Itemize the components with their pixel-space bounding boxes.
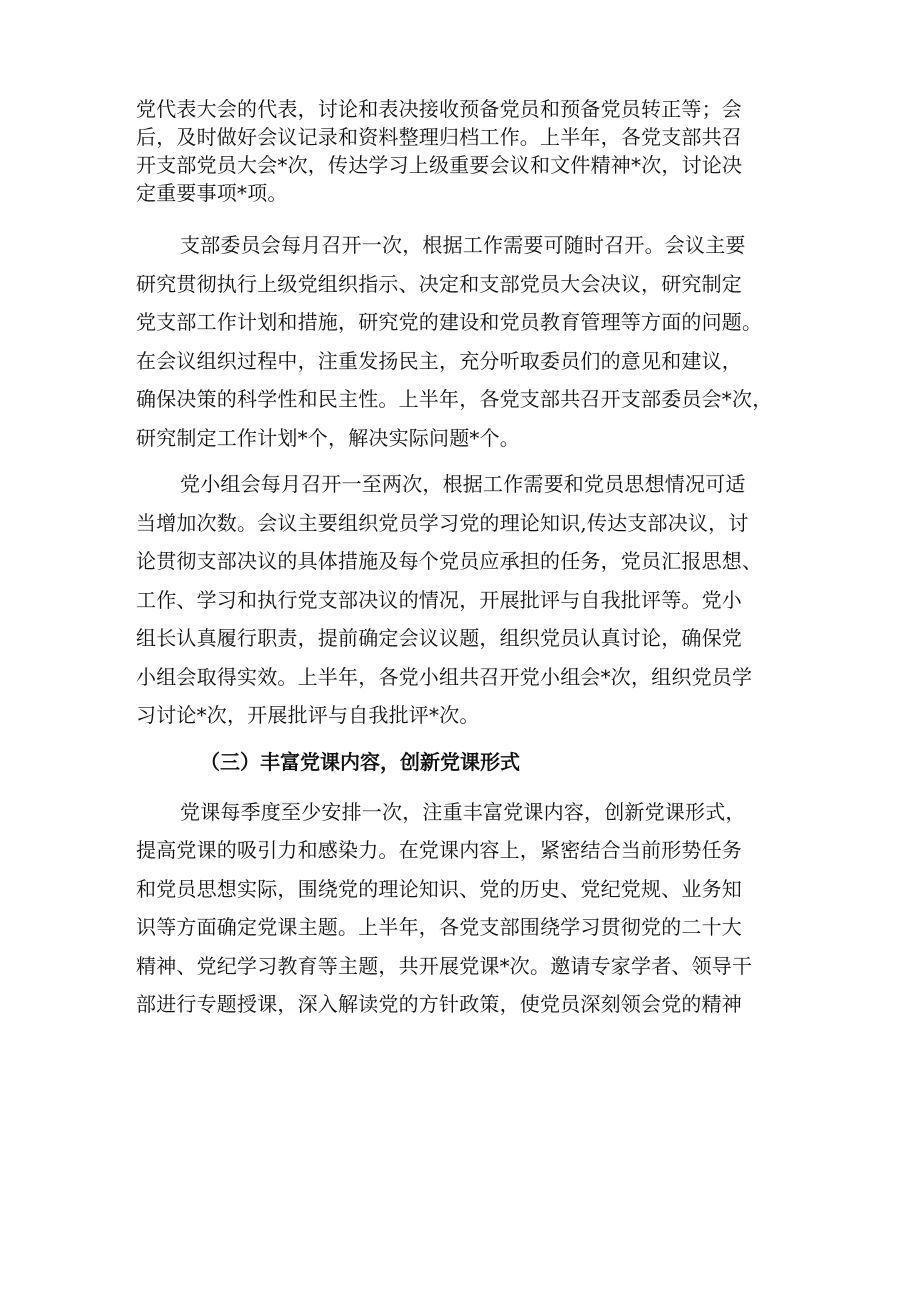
paragraph-3 [136,465,796,735]
paragraph-1 [136,95,796,207]
text-line: 部进行专题授课，深入解读党的方针政策，使党员深刻领会党的精神 [136,992,742,1016]
text-line: 开支部党员大会*次，传达学习上级重要会议和文件精神*次，讨论决 [136,153,743,177]
text-line: 组长认真履行职责，提前确定会议议题，组织党员认真讨论，确保党 [136,626,742,650]
text-line: 精神、党纪学习教育等主题，共开展党课*次。邀请专家学者、领导干 [136,953,753,978]
text-line: 后，及时做好会议记录和资料整理归档工作。上半年，各党支部共召 [136,125,742,149]
paragraph-4 [136,793,796,1024]
text-line: 党支部工作计划和措施，研究党的建设和党员教育管理等方面的问题。 [136,310,763,334]
text-line: 党小组会每月召开一至两次，根据工作需要和党员思想情况可适 [180,472,746,496]
text-line: 确保决策的科学性和民主性。上半年，各党支部共召开支部委员会*次， [136,387,773,411]
text-line: 党课每季度至少安排一次，注重丰富党课内容，创新党课形式， [180,799,746,824]
text-line: 研究贯彻执行上级党组织指示、决定和支部党员大会决议，研究制定 [136,271,742,296]
text-line: 小组会取得实效。上半年，各党小组共召开党小组会*次，组织党员学 [136,664,753,689]
text-line: 当增加次数。会议主要组织党员学习党的理论知识,传达支部决议，讨 [136,510,749,535]
text-line: 提高党课的吸引力和感染力。在党课内容上，紧密结合当前形势任务 [136,838,742,862]
text-line: 在会议组织过程中，注重发扬民主，充分听取委员们的意见和建议， [136,348,742,373]
text-line: 党代表大会的代表，讨论和表决接收预备党员和预备党员转正等；会 [136,97,742,121]
text-line: 工作、学习和执行党支部决议的情况，开展批评与自我批评等。党小 [136,587,742,612]
paragraph-2 [136,226,796,457]
text-line: 支部委员会每月召开一次，根据工作需要可随时召开。会议主要 [180,233,746,257]
document-page [136,95,796,1024]
text-line: 定重要事项*项。 [136,181,288,205]
text-line: 识等方面确定党课主题。上半年，各党支部围绕学习贯彻党的二十大 [136,915,742,939]
text-line: 和党员思想实际，围绕党的理论知识、党的历史、党纪党规、业务知 [136,876,742,901]
section-heading: （三）丰富党课内容，创新党课形式 [200,749,520,774]
text-line: 研究制定工作计划*个，解决实际问题*个。 [136,425,520,450]
text-line: 习讨论*次，开展批评与自我批评*次。 [136,703,480,727]
text-line: 论贯彻支部决议的具体措施及每个党员应承担的任务，党员汇报思想、 [136,549,763,573]
